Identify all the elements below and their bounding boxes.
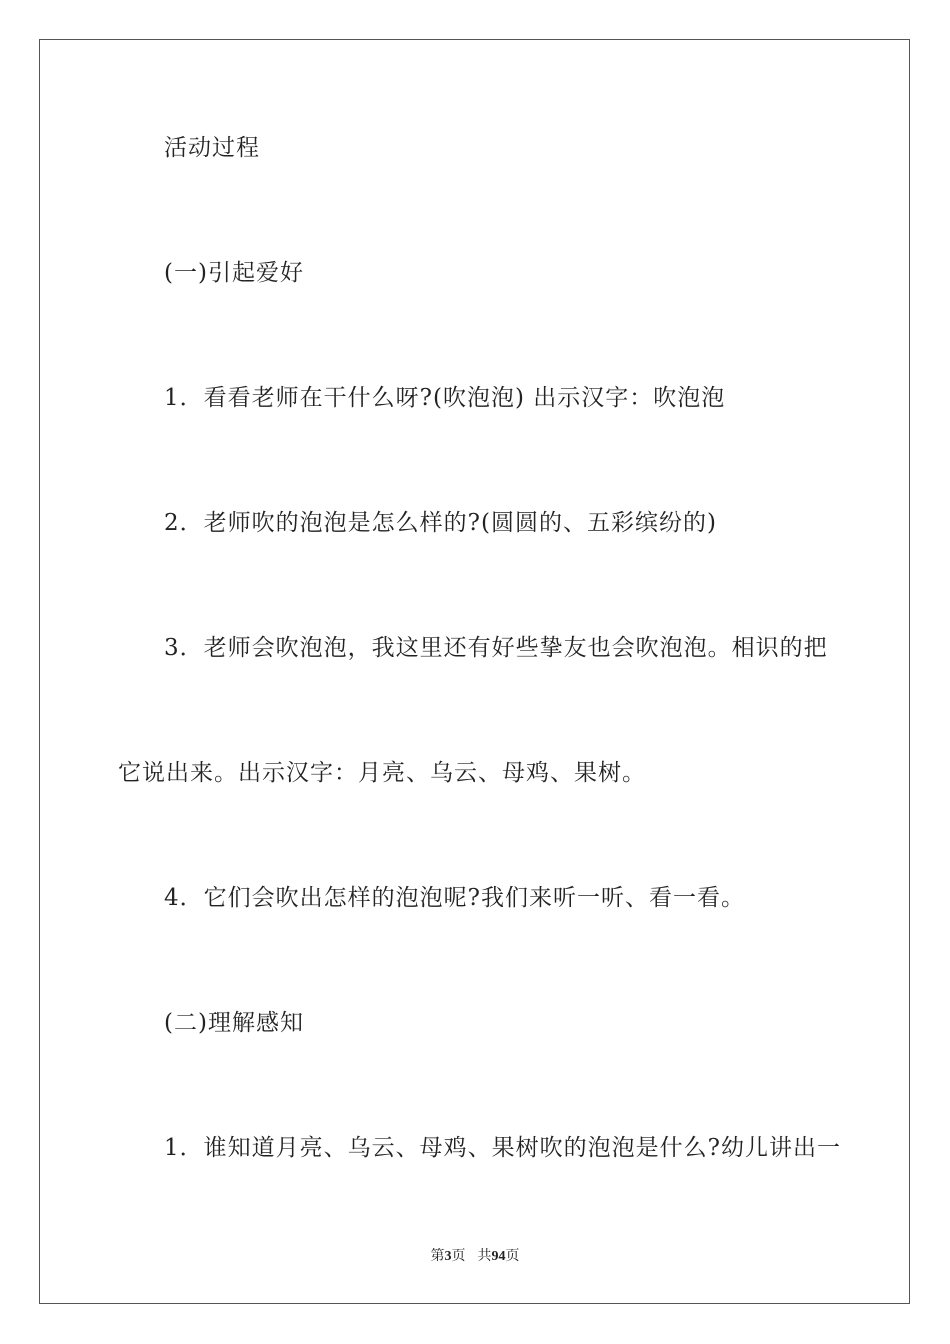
subheading-understand-perceive: (二)理解感知 (164, 1010, 304, 1036)
page-frame (39, 39, 910, 1304)
subheading-arouse-interest: (一)引起爱好 (164, 260, 304, 286)
total-pages: 94 (491, 1249, 506, 1264)
paragraph-item-3: 3．老师会吹泡泡，我这里还有好些挚友也会吹泡泡。相识的把 (164, 635, 828, 661)
paragraph-item-1: 1．看看老师在干什么呀?(吹泡泡) 出示汉字：吹泡泡 (164, 385, 726, 411)
page-prefix: 第 (430, 1249, 445, 1264)
paragraph-item-2: 2．老师吹的泡泡是怎么样的?(圆圆的、五彩缤纷的) (164, 510, 717, 536)
paragraph-item-3-continued: 它说出来。出示汉字：月亮、乌云、母鸡、果树。 (118, 760, 646, 786)
page-number: 3 (444, 1249, 452, 1264)
paragraph-item-1b: 1．谁知道月亮、乌云、母鸡、果树吹的泡泡是什么?幼儿讲出一 (164, 1135, 841, 1161)
page-suffix: 页 (451, 1249, 466, 1264)
section-heading-activity-process: 活动过程 (164, 135, 260, 161)
page-footer (0, 1247, 950, 1267)
total-suffix: 页 (505, 1249, 520, 1264)
paragraph-item-4: 4．它们会吹出怎样的泡泡呢?我们来听一听、看一看。 (164, 885, 745, 911)
total-prefix: 共 (477, 1249, 492, 1264)
